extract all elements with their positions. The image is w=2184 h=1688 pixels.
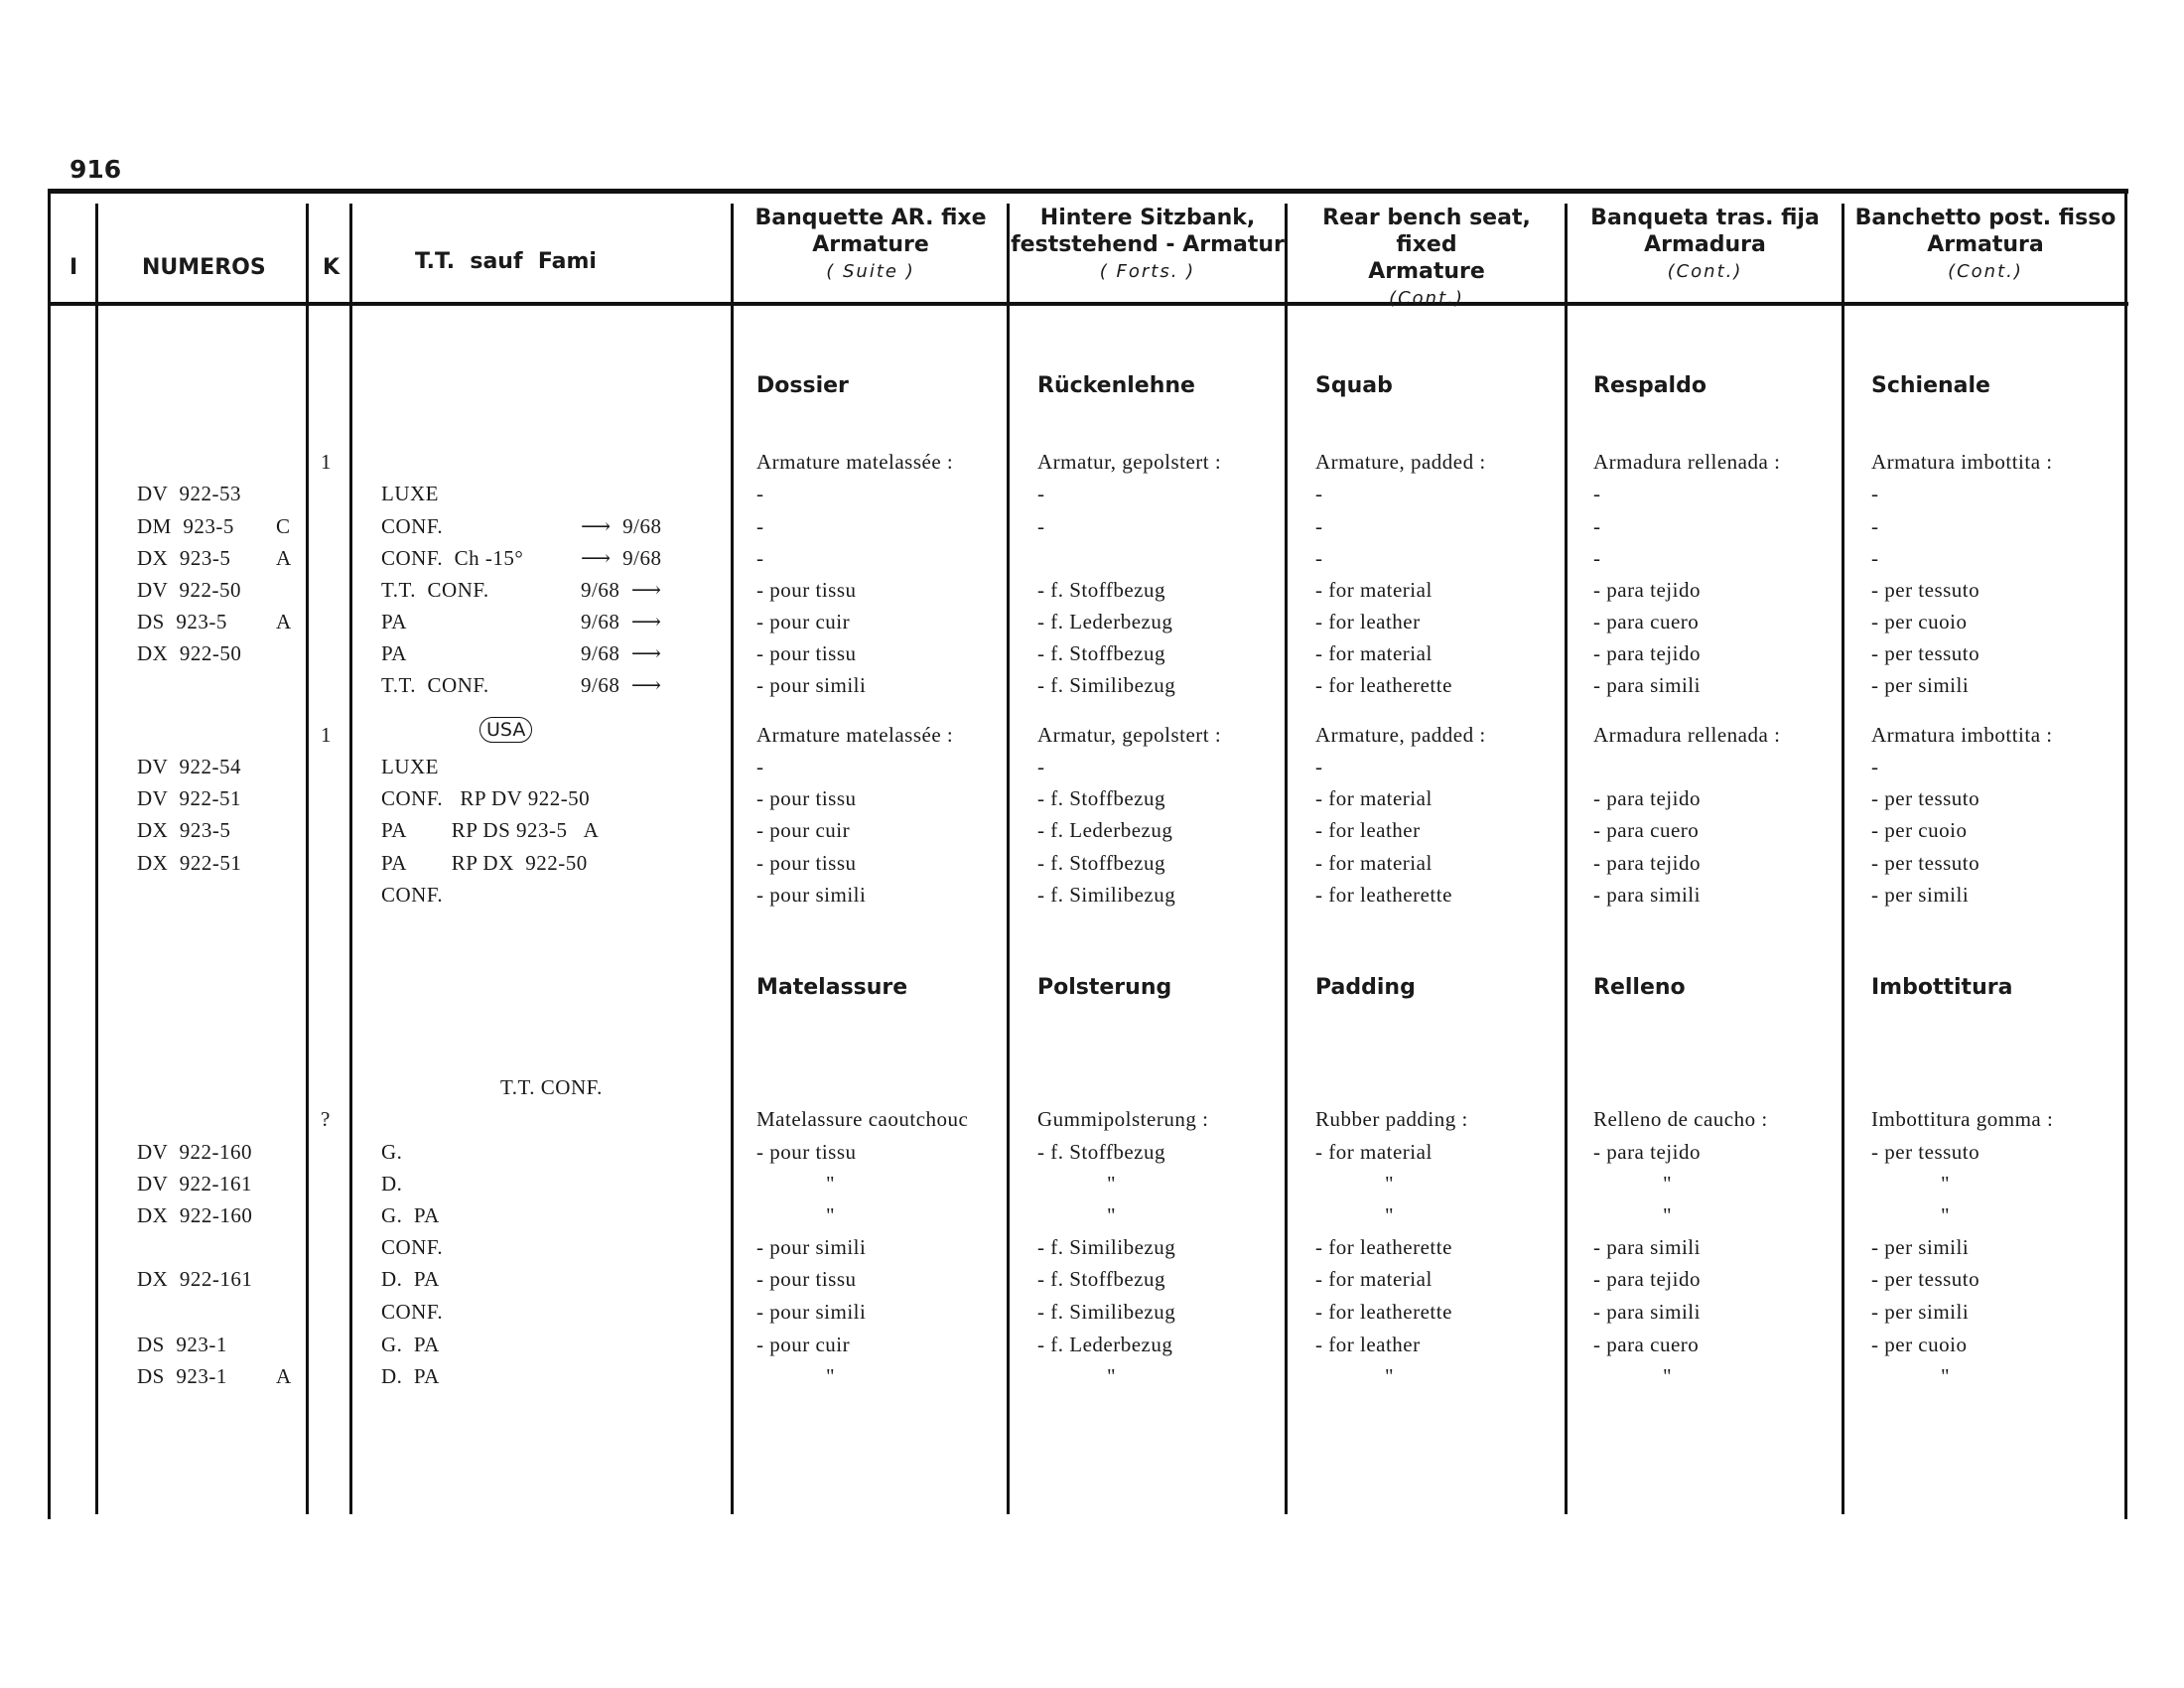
lang-cell: " xyxy=(826,1203,836,1227)
lang-cell: " xyxy=(1385,1203,1395,1227)
tt-value: LUXE xyxy=(381,755,439,778)
lang-cell: - f. Lederbezug xyxy=(1037,1333,1173,1356)
header-col-i: I xyxy=(69,255,78,280)
tt-value: T.T. CONF. xyxy=(381,673,489,697)
part-number: DV 922-50 xyxy=(137,578,241,602)
section-label-s1: Rückenlehne xyxy=(1037,373,1195,398)
header-lang-title1: Hintere Sitzbank, xyxy=(1039,206,1256,230)
lang-cell: - f. Stoffbezug xyxy=(1037,1140,1165,1164)
lang-cell: - xyxy=(1871,546,1879,570)
header-col-tt: T.T. sauf Fami xyxy=(415,249,597,274)
lang-cell: Gummipolsterung : xyxy=(1037,1107,1209,1131)
lang-cell: " xyxy=(826,1364,836,1388)
section-label-s2: Imbottitura xyxy=(1871,975,2013,1000)
tt-conf-heading: T.T. CONF. xyxy=(500,1075,603,1099)
part-number: DV 922-51 xyxy=(137,786,241,810)
lang-cell: - pour simili xyxy=(756,1235,867,1259)
lang-cell: " xyxy=(1941,1203,1951,1227)
lang-cell: - per tessuto xyxy=(1871,578,1980,602)
usa-badge: USA xyxy=(479,717,532,743)
lang-cell: - xyxy=(1593,546,1601,570)
tt-date-arrow: 9/68 ⟶ xyxy=(581,578,662,602)
lang-cell: - para simili xyxy=(1593,673,1701,697)
k-value: 1 xyxy=(321,723,332,747)
header-lang-col xyxy=(735,205,1007,285)
lang-cell: - pour tissu xyxy=(756,641,857,665)
tt-value: T.T. CONF. xyxy=(381,578,489,602)
section-label-s1: Dossier xyxy=(756,373,849,398)
lang-cell: - for material xyxy=(1315,641,1433,665)
lang-cell: - per simili xyxy=(1871,883,1970,907)
lang-cell: - for leatherette xyxy=(1315,673,1452,697)
lang-cell: - xyxy=(1593,514,1601,538)
lang-cell: - xyxy=(756,514,764,538)
lang-cell: " xyxy=(1663,1364,1673,1388)
lang-cell: - f. Stoffbezug xyxy=(1037,1267,1165,1291)
lang-cell: - pour tissu xyxy=(756,1267,857,1291)
lang-cell: Rubber padding : xyxy=(1315,1107,1468,1131)
lang-cell: - pour tissu xyxy=(756,786,857,810)
lang-cell: - xyxy=(1871,514,1879,538)
lang-cell: - para cuero xyxy=(1593,818,1700,842)
lang-cell: " xyxy=(1107,1364,1117,1388)
tt-value: G. xyxy=(381,1140,403,1164)
tt-value: CONF. xyxy=(381,883,444,907)
section-label-s2: Polsterung xyxy=(1037,975,1172,1000)
part-number: DM 923-5 xyxy=(137,514,234,538)
lang-cell: - pour simili xyxy=(756,883,867,907)
header-lang-col xyxy=(1289,205,1565,312)
lang-cell: - xyxy=(1315,546,1323,570)
header-lang-title2: Armadura xyxy=(1644,232,1766,257)
header-lang-col xyxy=(1011,205,1285,285)
lang-cell: - para tejido xyxy=(1593,1140,1701,1164)
lang-cell: - for leatherette xyxy=(1315,1235,1452,1259)
tt-date-arrow: 9/68 ⟶ xyxy=(581,610,662,633)
col-sep-6 xyxy=(1285,204,1288,1514)
section-label-s2: Matelassure xyxy=(756,975,908,1000)
lang-cell: - xyxy=(1315,482,1323,505)
lang-cell: " xyxy=(1107,1172,1117,1196)
header-lang-title2: Armatura xyxy=(1927,232,2044,257)
section-label-s1: Respaldo xyxy=(1593,373,1706,398)
tt-date-arrow: 9/68 ⟶ xyxy=(581,641,662,665)
lang-cell: - per simili xyxy=(1871,1235,1970,1259)
lang-cell: - para simili xyxy=(1593,1235,1701,1259)
col-sep-1 xyxy=(95,204,98,1514)
lang-cell: - pour simili xyxy=(756,1300,867,1324)
lang-cell: - pour cuir xyxy=(756,610,851,633)
lang-cell: " xyxy=(826,1172,836,1196)
tt-value: G. PA xyxy=(381,1333,440,1356)
header-lang-sub: (Cont.) xyxy=(1389,288,1464,309)
lang-cell: Imbottitura gomma : xyxy=(1871,1107,2054,1131)
lang-cell: - xyxy=(756,546,764,570)
tt-date-arrow: ⟶ 9/68 xyxy=(581,546,662,570)
lang-cell: - per cuoio xyxy=(1871,1333,1968,1356)
lang-cell: - para cuero xyxy=(1593,610,1700,633)
tt-value: D. PA xyxy=(381,1364,440,1388)
lang-cell: - for leatherette xyxy=(1315,1300,1452,1324)
lang-cell: Armatura imbottita : xyxy=(1871,723,2053,747)
lang-cell: Armature, padded : xyxy=(1315,450,1486,474)
lang-cell: - for leatherette xyxy=(1315,883,1452,907)
lang-cell: - f. Stoffbezug xyxy=(1037,578,1165,602)
header-lang-col xyxy=(1845,205,2125,285)
header-col-k: K xyxy=(323,255,341,280)
part-number: DX 923-5 xyxy=(137,818,231,842)
lang-cell: " xyxy=(1663,1172,1673,1196)
part-number: DS 923-1 xyxy=(137,1333,227,1356)
lang-cell: - para tejido xyxy=(1593,641,1701,665)
lang-cell: - xyxy=(1037,755,1045,778)
lang-cell: - f. Similibezug xyxy=(1037,673,1176,697)
lang-cell: - pour cuir xyxy=(756,1333,851,1356)
lang-cell: " xyxy=(1663,1203,1673,1227)
lang-cell: - for material xyxy=(1315,1140,1433,1164)
col-sep-4 xyxy=(731,204,734,1514)
table-right-border xyxy=(2124,189,2127,1519)
lang-cell: - pour tissu xyxy=(756,851,857,875)
lang-cell: - para tejido xyxy=(1593,578,1701,602)
header-bottom-rule xyxy=(50,302,2128,306)
part-number: DX 922-51 xyxy=(137,851,242,875)
lang-cell: Armatura imbottita : xyxy=(1871,450,2053,474)
part-number: DS 923-5 xyxy=(137,610,227,633)
lang-cell: " xyxy=(1385,1172,1395,1196)
lang-cell: - para simili xyxy=(1593,1300,1701,1324)
header-lang-title2: Armature xyxy=(1368,259,1485,284)
part-number: DX 923-5 xyxy=(137,546,231,570)
lang-cell: - para tejido xyxy=(1593,1267,1701,1291)
header-lang-sub: (Cont.) xyxy=(1667,261,1743,282)
col-sep-2 xyxy=(306,204,309,1514)
part-number: DV 922-160 xyxy=(137,1140,252,1164)
section-label-s1: Squab xyxy=(1315,373,1393,398)
lang-cell: Armadura rellenada : xyxy=(1593,723,1781,747)
lang-cell: - per tessuto xyxy=(1871,1267,1980,1291)
lang-cell: - pour tissu xyxy=(756,578,857,602)
lang-cell: - f. Similibezug xyxy=(1037,1235,1176,1259)
lang-cell: - para cuero xyxy=(1593,1333,1700,1356)
tt-date-arrow: 9/68 ⟶ xyxy=(581,673,662,697)
lang-cell: - pour cuir xyxy=(756,818,851,842)
lang-cell: - for leather xyxy=(1315,610,1421,633)
header-lang-title2: Armature xyxy=(812,232,929,257)
part-number: DV 922-53 xyxy=(137,482,241,505)
section-label-s2: Relleno xyxy=(1593,975,1686,1000)
lang-cell: - f. Lederbezug xyxy=(1037,818,1173,842)
tt-value: D. PA xyxy=(381,1267,440,1291)
lang-cell: - xyxy=(1037,482,1045,505)
lang-cell: " xyxy=(1385,1364,1395,1388)
lang-cell: - xyxy=(1315,755,1323,778)
lang-cell: " xyxy=(1107,1203,1117,1227)
lang-cell: - f. Lederbezug xyxy=(1037,610,1173,633)
lang-cell: Matelassure caoutchouc xyxy=(756,1107,969,1131)
lang-cell: - for material xyxy=(1315,786,1433,810)
lang-cell: - for material xyxy=(1315,1267,1433,1291)
col-sep-8 xyxy=(1842,204,1844,1514)
lang-cell: - xyxy=(1593,482,1601,505)
tt-value: PA xyxy=(381,641,407,665)
lang-cell: - xyxy=(1315,514,1323,538)
lang-cell: - xyxy=(756,482,764,505)
lang-cell: Armature, padded : xyxy=(1315,723,1486,747)
part-number: DX 922-160 xyxy=(137,1203,253,1227)
lang-cell: - f. Stoffbezug xyxy=(1037,641,1165,665)
section-label-s1: Schienale xyxy=(1871,373,1990,398)
part-number: DS 923-1 xyxy=(137,1364,227,1388)
tt-value: CONF. xyxy=(381,514,444,538)
lang-cell: - xyxy=(1871,755,1879,778)
header-lang-sub: ( Forts. ) xyxy=(1099,261,1196,282)
tt-value: LUXE xyxy=(381,482,439,505)
lang-cell: - para tejido xyxy=(1593,786,1701,810)
lang-cell: - per tessuto xyxy=(1871,641,1980,665)
lang-cell: - xyxy=(1871,482,1879,505)
lang-cell: - f. Stoffbezug xyxy=(1037,851,1165,875)
tt-value: G. PA xyxy=(381,1203,440,1227)
header-lang-title1: Banquette AR. fixe xyxy=(754,206,987,230)
part-number: DV 922-161 xyxy=(137,1172,252,1196)
header-lang-title1: Banqueta tras. fija xyxy=(1590,206,1820,230)
part-number: DX 922-50 xyxy=(137,641,242,665)
tt-value: CONF. RP DV 922-50 xyxy=(381,786,591,810)
lang-cell: - per tessuto xyxy=(1871,1140,1980,1164)
lang-cell: " xyxy=(1941,1172,1951,1196)
part-suffix: C xyxy=(276,514,291,538)
lang-cell: Armature matelassée : xyxy=(756,450,954,474)
col-sep-5 xyxy=(1007,204,1010,1514)
lang-cell: - for leather xyxy=(1315,818,1421,842)
lang-cell: Armatur, gepolstert : xyxy=(1037,723,1222,747)
tt-value: PA RP DS 923-5 A xyxy=(381,818,600,842)
part-suffix: A xyxy=(276,546,292,570)
tt-value: CONF. xyxy=(381,1235,444,1259)
lang-cell: - xyxy=(756,755,764,778)
col-sep-7 xyxy=(1565,204,1568,1514)
table-left-border xyxy=(48,189,51,1519)
lang-cell: - per cuoio xyxy=(1871,818,1968,842)
table-top-rule xyxy=(50,189,2128,194)
lang-cell: - per simili xyxy=(1871,1300,1970,1324)
k-value: 1 xyxy=(321,450,332,474)
part-number: DX 922-161 xyxy=(137,1267,253,1291)
tt-date-arrow: ⟶ 9/68 xyxy=(581,514,662,538)
lang-cell: Relleno de caucho : xyxy=(1593,1107,1768,1131)
lang-cell: - pour tissu xyxy=(756,1140,857,1164)
header-lang-sub: ( Suite ) xyxy=(826,261,915,282)
lang-cell: - xyxy=(1037,514,1045,538)
header-lang-title1: Rear bench seat, fixed xyxy=(1322,206,1531,257)
part-suffix: A xyxy=(276,610,292,633)
tt-value: CONF. Ch -15° xyxy=(381,546,524,570)
page-number: 916 xyxy=(69,155,122,184)
header-lang-title2: feststehend - Armatur xyxy=(1011,232,1285,257)
lang-cell: - f. Similibezug xyxy=(1037,883,1176,907)
lang-cell: - for material xyxy=(1315,851,1433,875)
lang-cell: - f. Stoffbezug xyxy=(1037,786,1165,810)
header-col-numeros: NUMEROS xyxy=(142,255,266,280)
lang-cell: - per tessuto xyxy=(1871,786,1980,810)
header-lang-sub: (Cont.) xyxy=(1948,261,2023,282)
lang-cell: - per tessuto xyxy=(1871,851,1980,875)
lang-cell: Armature matelassée : xyxy=(756,723,954,747)
part-suffix: A xyxy=(276,1364,292,1388)
header-lang-col xyxy=(1569,205,1842,285)
lang-cell: - pour simili xyxy=(756,673,867,697)
lang-cell: - f. Similibezug xyxy=(1037,1300,1176,1324)
lang-cell: - per simili xyxy=(1871,673,1970,697)
lang-cell: - para simili xyxy=(1593,883,1701,907)
lang-cell: Armadura rellenada : xyxy=(1593,450,1781,474)
tt-value: PA xyxy=(381,610,407,633)
lang-cell: - per cuoio xyxy=(1871,610,1968,633)
tt-value: PA RP DX 922-50 xyxy=(381,851,588,875)
lang-cell: Armatur, gepolstert : xyxy=(1037,450,1222,474)
lang-cell: - para tejido xyxy=(1593,851,1701,875)
part-number: DV 922-54 xyxy=(137,755,241,778)
tt-value: D. xyxy=(381,1172,403,1196)
k-value: ? xyxy=(321,1107,331,1131)
lang-cell: " xyxy=(1941,1364,1951,1388)
col-sep-3 xyxy=(349,204,352,1514)
lang-cell: - for material xyxy=(1315,578,1433,602)
lang-cell: - for leather xyxy=(1315,1333,1421,1356)
header-lang-title1: Banchetto post. fisso xyxy=(1854,206,2116,230)
section-label-s2: Padding xyxy=(1315,975,1416,1000)
tt-value: CONF. xyxy=(381,1300,444,1324)
